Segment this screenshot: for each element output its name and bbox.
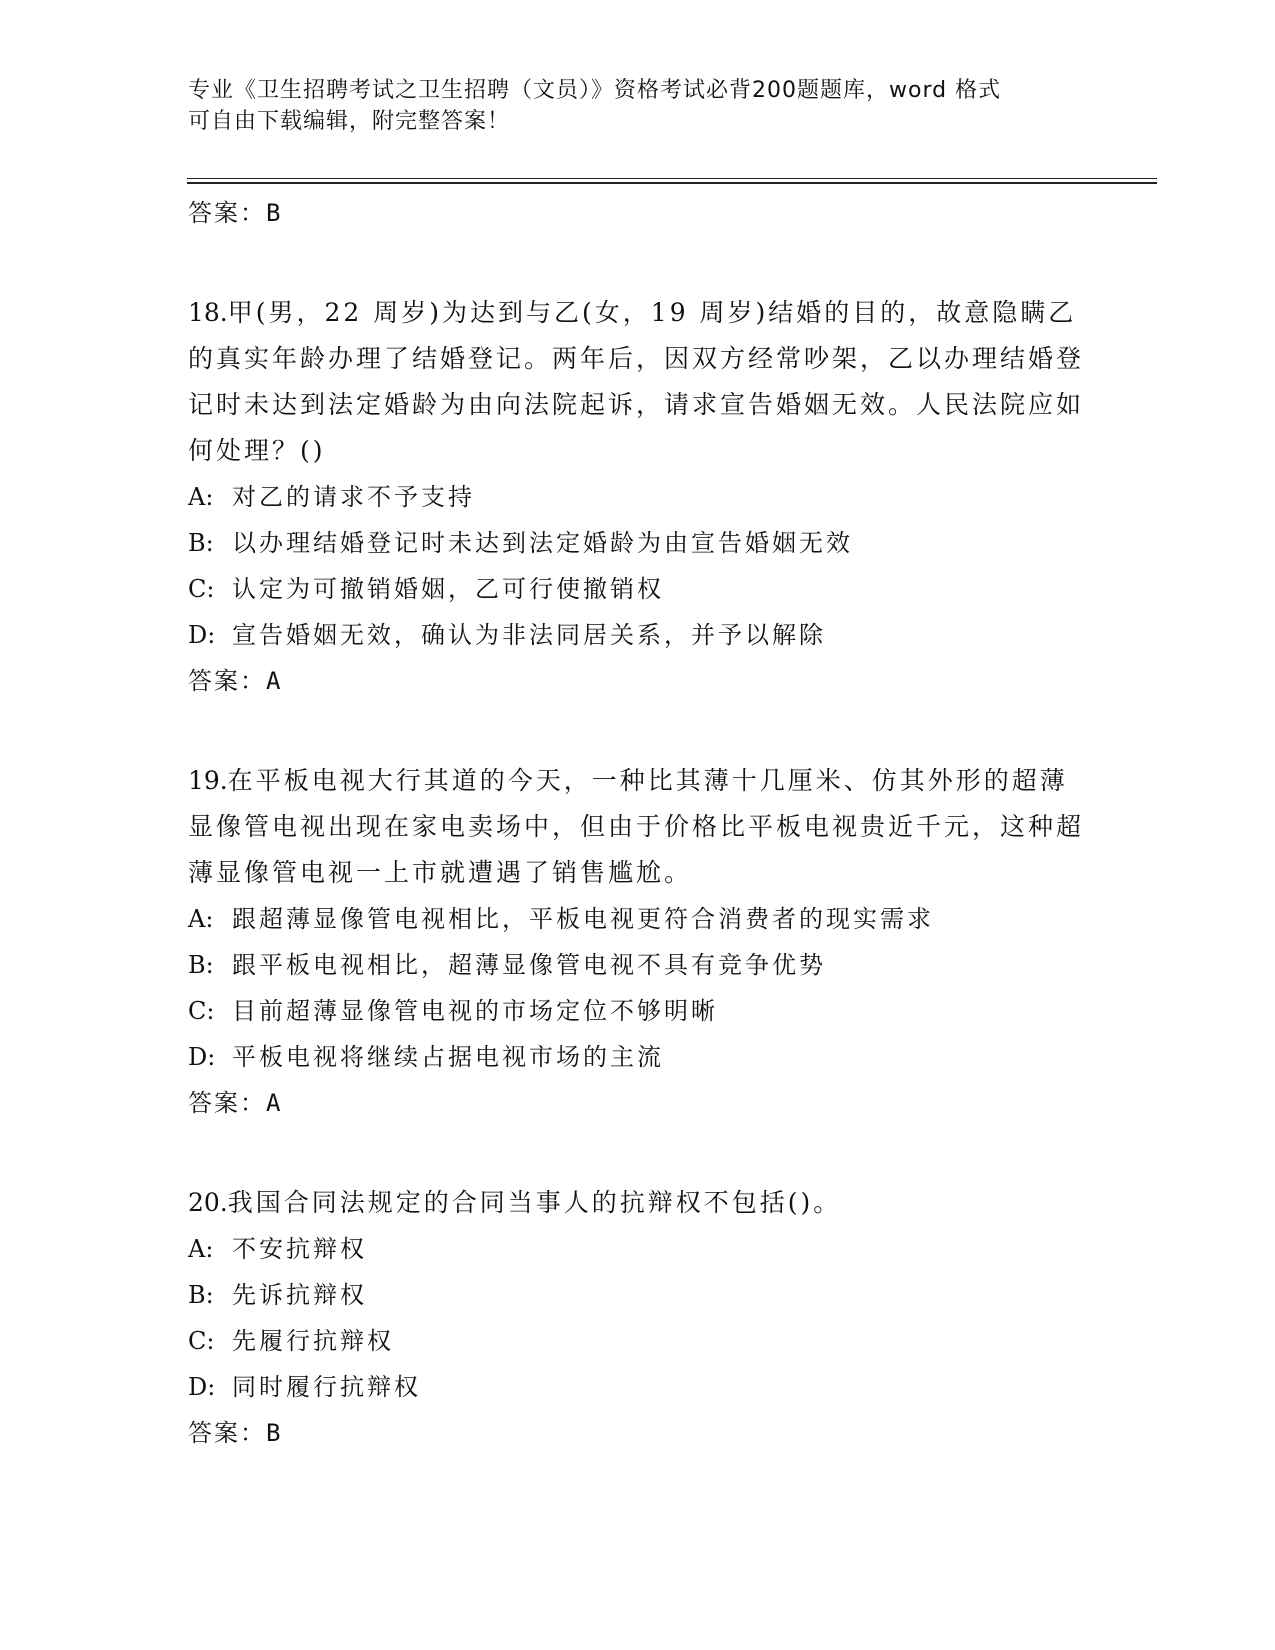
- answer-value: A: [266, 1089, 281, 1117]
- option-a: [188, 1226, 1088, 1272]
- option-key: C:: [188, 575, 215, 603]
- header-divider-thick: [187, 182, 1157, 184]
- answer-value: B: [266, 1419, 281, 1447]
- option-text: 宣告婚姻无效，确认为非法同居关系，并予以解除: [232, 621, 826, 649]
- option-text: 先履行抗辩权: [232, 1327, 394, 1355]
- option-text: 跟平板电视相比，超薄显像管电视不具有竞争优势: [232, 951, 826, 979]
- option-text: 目前超薄显像管电视的市场定位不够明晰: [232, 997, 718, 1025]
- option-text: 对乙的请求不予支持: [232, 483, 475, 511]
- option-c: [188, 566, 1088, 612]
- question-text: 我国合同法规定的合同当事人的抗辩权不包括()。: [227, 1188, 842, 1217]
- option-key: A:: [188, 483, 214, 511]
- answer-label: 答案：: [188, 199, 266, 227]
- question-number: 19.: [188, 766, 228, 795]
- option-c: [188, 988, 1088, 1034]
- header-title-line-1: 专业《卫生招聘考试之卫生招聘（文员）》资格考试必背200题题库，word 格式: [188, 78, 1002, 103]
- option-a: [188, 896, 1088, 942]
- document-header: [188, 75, 1088, 137]
- header-title-line-2: 可自由下载编辑，附完整答案！: [188, 109, 511, 134]
- question-number: 18.: [188, 298, 228, 327]
- document-body: [188, 190, 1088, 1456]
- option-text: 认定为可撤销婚姻，乙可行使撤销权: [232, 575, 664, 603]
- option-text: 以办理结婚登记时未达到法定婚龄为由宣告婚姻无效: [232, 529, 853, 557]
- answer-label: 答案：: [188, 667, 266, 695]
- option-key: A:: [188, 1235, 214, 1263]
- question-stem: [188, 758, 1088, 896]
- answer-line: [188, 658, 1088, 704]
- option-key: B:: [188, 529, 214, 557]
- question-number: 20.: [188, 1188, 228, 1217]
- answer-line: [188, 1080, 1088, 1126]
- option-b: [188, 520, 1088, 566]
- question-19: [188, 758, 1088, 1126]
- option-key: D:: [188, 1373, 216, 1401]
- option-key: D:: [188, 1043, 216, 1071]
- option-key: B:: [188, 951, 214, 979]
- option-text: 不安抗辩权: [232, 1235, 367, 1263]
- option-key: C:: [188, 997, 215, 1025]
- answer-label: 答案：: [188, 1089, 266, 1117]
- option-text: 平板电视将继续占据电视市场的主流: [232, 1043, 664, 1071]
- option-key: A:: [188, 905, 214, 933]
- question-18: [188, 290, 1088, 704]
- option-d: [188, 1364, 1088, 1410]
- header-divider-thin: [187, 178, 1157, 179]
- option-d: [188, 612, 1088, 658]
- option-key: D:: [188, 621, 216, 649]
- option-key: B:: [188, 1281, 214, 1309]
- answer-value: B: [266, 199, 281, 227]
- option-d: [188, 1034, 1088, 1080]
- question-text: 甲(男，22 周岁)为达到与乙(女，19 周岁)结婚的目的，故意隐瞒乙的真实年龄办理了结婚登记。两年后，因双方经常吵架，乙以办理结婚登记时未达到法定婚龄为由向法院起诉，请求宣告婚姻无效。人民法院应如何处理？(): [188, 298, 1085, 465]
- question-text: 在平板电视大行其道的今天，一种比其薄十几厘米、仿其外形的超薄显像管电视出现在家电卖场中，但由于价格比平板电视贵近千元，这种超薄显像管电视一上市就遭遇了销售尴尬。: [188, 766, 1085, 887]
- answer-value: A: [266, 667, 281, 695]
- option-text: 先诉抗辩权: [232, 1281, 367, 1309]
- answer-line: [188, 1410, 1088, 1456]
- option-key: C:: [188, 1327, 215, 1355]
- answer-label: 答案：: [188, 1419, 266, 1447]
- question-stem: [188, 1180, 1088, 1226]
- option-b: [188, 1272, 1088, 1318]
- option-text: 跟超薄显像管电视相比，平板电视更符合消费者的现实需求: [232, 905, 934, 933]
- option-text: 同时履行抗辩权: [232, 1373, 421, 1401]
- option-a: [188, 474, 1088, 520]
- question-stem: [188, 290, 1088, 474]
- answer-line: [188, 190, 1088, 236]
- question-20: [188, 1180, 1088, 1456]
- option-b: [188, 942, 1088, 988]
- option-c: [188, 1318, 1088, 1364]
